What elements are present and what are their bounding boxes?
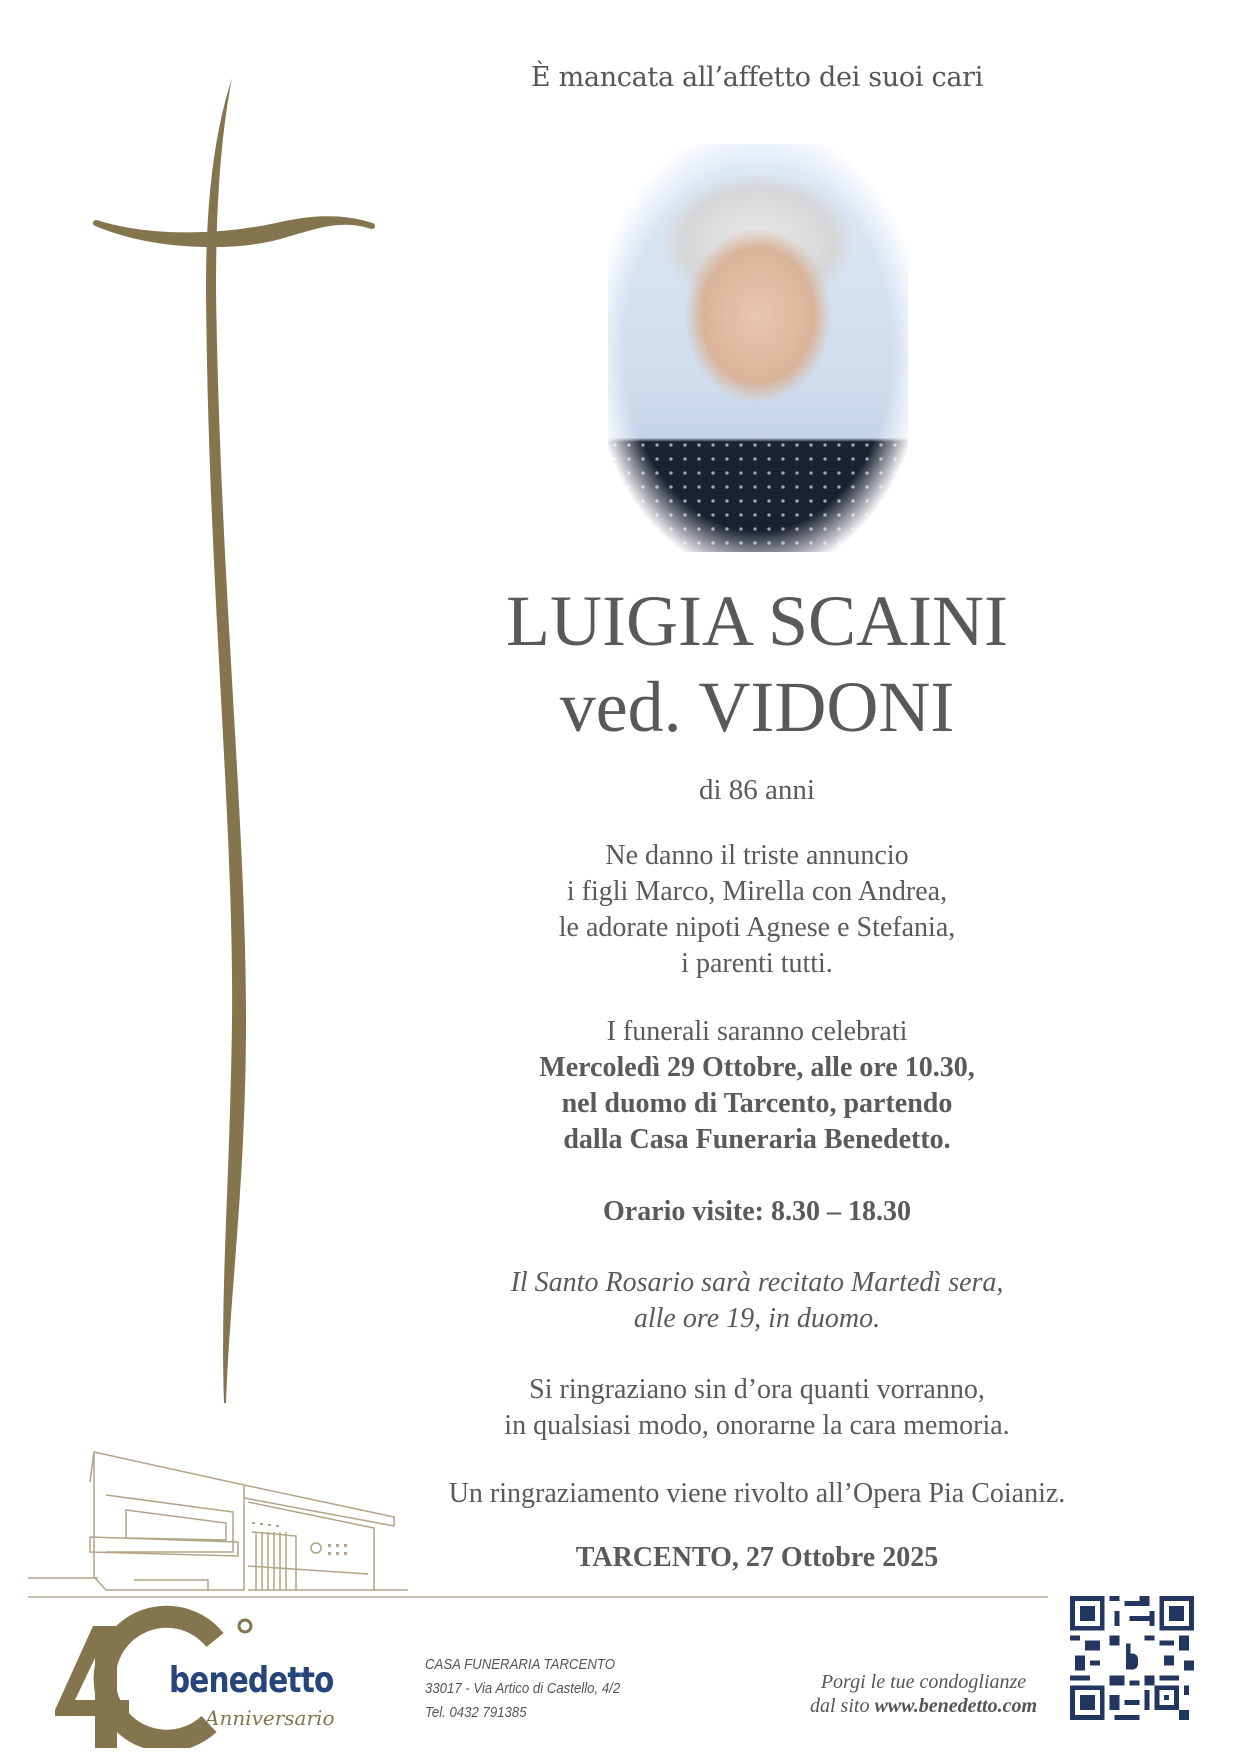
- funeral-intro: I funerali saranno celebrati: [606, 1016, 908, 1047]
- age-text: di 86 anni: [699, 774, 815, 806]
- thanks-text: [380, 1372, 1134, 1444]
- name-line-2: ved. VIDONI: [559, 667, 955, 747]
- place-date: TARCENTO, 27 Ottobre 2025: [575, 1542, 939, 1573]
- portrait-photo: [608, 144, 908, 552]
- announcement: [380, 838, 1134, 982]
- name-line-1: LUIGIA SCAINI: [506, 581, 1008, 661]
- intro-text: È mancata all’affetto dei suoi cari: [530, 62, 984, 93]
- cross-icon: [80, 60, 380, 1420]
- funeral-line: Mercoledì 29 Ottobre, alle ore 10.30,: [539, 1052, 975, 1083]
- benedetto-40-logo: [55, 1598, 395, 1748]
- announcement-line: le adorate nipoti Agnese e Stefania,: [558, 912, 956, 943]
- funeral-line: dalla Casa Funeraria Benedetto.: [563, 1124, 951, 1155]
- address-line: 33017 - Via Artico di Castello, 4/2: [425, 1680, 621, 1697]
- special-thanks: Un ringraziamento viene rivolto all’Opera Pia Coianiz.: [448, 1478, 1066, 1509]
- thanks-line: in qualsiasi modo, onorarne la cara memoria.: [504, 1410, 1010, 1441]
- condolences-line: Porgi le tue condoglianze: [820, 1671, 1027, 1693]
- logo-brand: benedetto: [169, 1660, 334, 1701]
- condolences-prefix: dal sito: [810, 1695, 875, 1717]
- condolences-link[interactable]: www.benedetto.com: [874, 1695, 1038, 1717]
- funeral-home-address: [425, 1653, 620, 1725]
- announcement-line: i parenti tutti.: [681, 948, 833, 979]
- funeral-info: [380, 1014, 1134, 1158]
- logo-tagline: Anniversario: [205, 1706, 335, 1730]
- thanks-line: Si ringraziano sin d’ora quanti vorranno,: [529, 1374, 985, 1405]
- building-illustration: [28, 1440, 408, 1610]
- announcement-line: i figli Marco, Mirella con Andrea,: [566, 876, 948, 907]
- visiting-hours: Orario visite: 8.30 – 18.30: [603, 1196, 911, 1227]
- funeral-line: nel duomo di Tarcento, partendo: [561, 1088, 953, 1119]
- qr-code-icon[interactable]: [1070, 1596, 1194, 1720]
- address-line: CASA FUNERARIA TARCENTO: [425, 1656, 615, 1673]
- rosary-info: [380, 1265, 1134, 1337]
- condolences-text: [810, 1670, 1037, 1718]
- rosary-line: Il Santo Rosario sarà recitato Martedì sera,: [510, 1267, 1004, 1298]
- announcement-line: Ne danno il triste annuncio: [605, 840, 909, 871]
- deceased-name: [380, 578, 1134, 750]
- address-line: Tel. 0432 791385: [425, 1704, 527, 1721]
- rosary-line: alle ore 19, in duomo.: [633, 1303, 881, 1334]
